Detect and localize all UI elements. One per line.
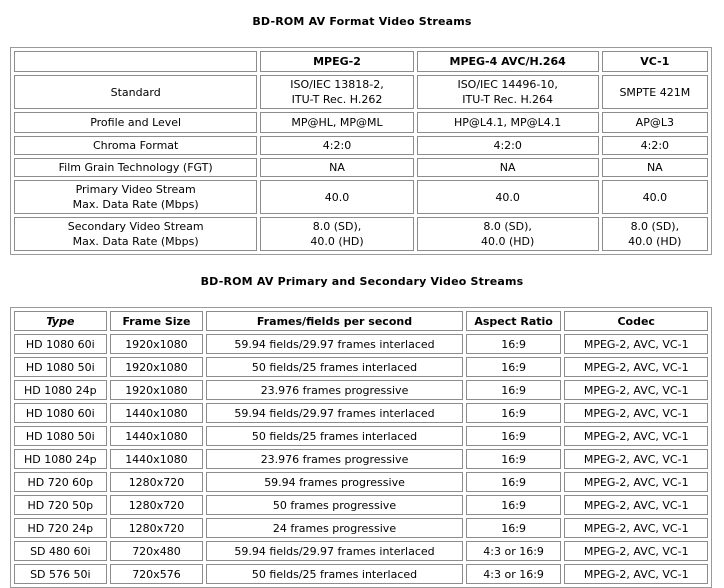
cell-text-line: ITU-T Rec. H.264 bbox=[462, 93, 554, 106]
table-cell: 16:9 bbox=[466, 357, 562, 377]
cell-text-line: 40.0 (HD) bbox=[628, 235, 682, 248]
table-cell: 1280x720 bbox=[110, 495, 204, 515]
table-cell: HD 1080 24p bbox=[14, 449, 107, 469]
table-cell: HD 1080 60i bbox=[14, 403, 107, 423]
cell-text-line: Max. Data Rate (Mbps) bbox=[72, 235, 199, 248]
table-row bbox=[14, 75, 708, 109]
table-cell: MPEG-2, AVC, VC-1 bbox=[564, 449, 708, 469]
table-row bbox=[14, 380, 708, 400]
cell-text-line: ISO/IEC 13818-2, bbox=[290, 78, 384, 91]
table-cell: 1280x720 bbox=[110, 518, 204, 538]
value-cell bbox=[417, 112, 599, 133]
cell-text-line: Film Grain Technology (FGT) bbox=[58, 161, 213, 174]
value-cell bbox=[260, 158, 413, 177]
table-cell: HD 720 60p bbox=[14, 472, 107, 492]
table-cell: 16:9 bbox=[466, 403, 562, 423]
table-cell: SD 576 50i bbox=[14, 564, 107, 584]
row-label-cell bbox=[14, 136, 257, 155]
cell-text-line: Primary Video Stream bbox=[75, 183, 196, 196]
table-row bbox=[14, 426, 708, 446]
cell-text-line: Profile and Level bbox=[90, 116, 182, 129]
table-cell: 16:9 bbox=[466, 518, 562, 538]
row-label-cell bbox=[14, 158, 257, 177]
table-cell: MPEG-2, AVC, VC-1 bbox=[564, 541, 708, 561]
table-row bbox=[14, 180, 708, 214]
video-streams-table bbox=[10, 307, 712, 588]
table-row bbox=[14, 541, 708, 561]
cell-text-line: 8.0 (SD), bbox=[483, 220, 532, 233]
table-cell: MPEG-2, AVC, VC-1 bbox=[564, 426, 708, 446]
table-row bbox=[14, 334, 708, 354]
value-cell bbox=[417, 217, 599, 251]
cell-text-line: ISO/IEC 14496-10, bbox=[457, 78, 558, 91]
header-cell: VC-1 bbox=[602, 51, 708, 72]
value-cell bbox=[602, 217, 708, 251]
table-cell: MPEG-2, AVC, VC-1 bbox=[564, 357, 708, 377]
table-cell: 720x576 bbox=[110, 564, 204, 584]
table-cell: 24 frames progressive bbox=[206, 518, 463, 538]
table-row bbox=[14, 403, 708, 423]
table1-caption: BD-ROM AV Format Video Streams bbox=[252, 15, 472, 28]
cell-text-line: HP@L4.1, MP@L4.1 bbox=[454, 116, 562, 129]
cell-text-line: 8.0 (SD), bbox=[312, 220, 362, 233]
table-cell: MPEG-2, AVC, VC-1 bbox=[564, 380, 708, 400]
value-cell bbox=[260, 75, 413, 109]
cell-text-line: Max. Data Rate (Mbps) bbox=[72, 198, 199, 211]
value-cell bbox=[602, 75, 708, 109]
table-row bbox=[14, 357, 708, 377]
table-cell: MPEG-2, AVC, VC-1 bbox=[564, 495, 708, 515]
table-cell: 16:9 bbox=[466, 334, 562, 354]
cell-text-line: 40.0 (HD) bbox=[481, 235, 535, 248]
table-row bbox=[14, 449, 708, 469]
row-label-cell bbox=[14, 112, 257, 133]
header-cell: Type bbox=[14, 311, 107, 331]
table-cell: 1920x1080 bbox=[110, 380, 204, 400]
cell-text-line: Chroma Format bbox=[92, 139, 179, 152]
table-cell: HD 1080 50i bbox=[14, 426, 107, 446]
table-cell: 1920x1080 bbox=[110, 357, 204, 377]
table-cell: 1440x1080 bbox=[110, 403, 204, 423]
value-cell bbox=[417, 158, 599, 177]
video-format-table bbox=[10, 47, 712, 255]
value-cell bbox=[602, 136, 708, 155]
table-cell: 50 fields/25 frames interlaced bbox=[206, 564, 463, 584]
table-cell: 16:9 bbox=[466, 426, 562, 446]
table-row bbox=[14, 217, 708, 251]
video-format-table-body bbox=[14, 51, 708, 251]
table-cell: 1920x1080 bbox=[110, 334, 204, 354]
table-row bbox=[14, 112, 708, 133]
table-row bbox=[14, 472, 708, 492]
cell-text-line: ITU-T Rec. H.262 bbox=[291, 93, 383, 106]
table-cell: HD 720 50p bbox=[14, 495, 107, 515]
cell-text-line: 4:2:0 bbox=[322, 139, 352, 152]
table-cell: 16:9 bbox=[466, 380, 562, 400]
value-cell bbox=[602, 180, 708, 214]
cell-text-line: Standard bbox=[110, 85, 161, 99]
table-cell: 720x480 bbox=[110, 541, 204, 561]
cell-text-line: NA bbox=[329, 161, 345, 174]
cell-text-line: AP@L3 bbox=[635, 116, 674, 129]
cell-text-line: MP@HL, MP@ML bbox=[291, 116, 383, 129]
value-cell bbox=[602, 112, 708, 133]
header-cell: Frame Size bbox=[110, 311, 204, 331]
table2-caption: BD-ROM AV Primary and Secondary Video Streams bbox=[200, 275, 524, 288]
table-cell: 1440x1080 bbox=[110, 426, 204, 446]
table-row bbox=[14, 564, 708, 584]
table-cell: HD 720 24p bbox=[14, 518, 107, 538]
video-streams-table-body bbox=[14, 311, 708, 584]
header-cell: Aspect Ratio bbox=[466, 311, 562, 331]
header-row bbox=[14, 311, 708, 331]
header-row bbox=[14, 51, 708, 72]
header-cell: MPEG-4 AVC/H.264 bbox=[417, 51, 599, 72]
table-cell: 50 frames progressive bbox=[206, 495, 463, 515]
table-cell: 4:3 or 16:9 bbox=[466, 564, 562, 584]
table-cell: 4:3 or 16:9 bbox=[466, 541, 562, 561]
table-cell: MPEG-2, AVC, VC-1 bbox=[564, 403, 708, 423]
row-label-cell bbox=[14, 180, 257, 214]
table-cell: 59.94 fields/29.97 frames interlaced bbox=[206, 403, 463, 423]
cell-text-line: Secondary Video Stream bbox=[67, 220, 204, 233]
table-cell: MPEG-2, AVC, VC-1 bbox=[564, 518, 708, 538]
cell-text-line: NA bbox=[646, 161, 663, 174]
header-cell: Frames/fields per second bbox=[206, 311, 463, 331]
table-cell: 59.94 fields/29.97 frames interlaced bbox=[206, 541, 463, 561]
value-cell bbox=[417, 136, 599, 155]
header-cell: MPEG-2 bbox=[260, 51, 413, 72]
header-cell-empty bbox=[14, 51, 257, 72]
cell-text-line: 40.0 (HD) bbox=[310, 235, 364, 248]
table-cell: HD 1080 50i bbox=[14, 357, 107, 377]
table-cell: 1440x1080 bbox=[110, 449, 204, 469]
cell-text-line: 8.0 (SD), bbox=[630, 220, 680, 233]
cell-text-line: 40.0 bbox=[495, 190, 520, 204]
value-cell bbox=[417, 180, 599, 214]
table-cell: MPEG-2, AVC, VC-1 bbox=[564, 334, 708, 354]
value-cell bbox=[260, 217, 413, 251]
cell-text-line: 4:2:0 bbox=[640, 139, 670, 152]
cell-text-line: 4:2:0 bbox=[493, 139, 522, 152]
table-cell: 16:9 bbox=[466, 472, 562, 492]
value-cell bbox=[417, 75, 599, 109]
value-cell bbox=[260, 112, 413, 133]
table-cell: HD 1080 24p bbox=[14, 380, 107, 400]
table-row bbox=[14, 495, 708, 515]
table-cell: 50 fields/25 frames interlaced bbox=[206, 357, 463, 377]
row-label-cell bbox=[14, 75, 257, 109]
cell-text-line: NA bbox=[499, 161, 516, 174]
header-cell: Codec bbox=[564, 311, 708, 331]
cell-text-line: 40.0 bbox=[324, 190, 350, 204]
table-cell: 1280x720 bbox=[110, 472, 204, 492]
value-cell bbox=[602, 158, 708, 177]
table-cell: HD 1080 60i bbox=[14, 334, 107, 354]
table-row bbox=[14, 158, 708, 177]
table-cell: 59.94 fields/29.97 frames interlaced bbox=[206, 334, 463, 354]
value-cell bbox=[260, 136, 413, 155]
row-label-cell bbox=[14, 217, 257, 251]
table-cell: 59.94 frames progressive bbox=[206, 472, 463, 492]
table-cell: 50 fields/25 frames interlaced bbox=[206, 426, 463, 446]
table-row bbox=[14, 518, 708, 538]
cell-text-line: 40.0 bbox=[642, 190, 668, 204]
table-cell: 23.976 frames progressive bbox=[206, 449, 463, 469]
table-row bbox=[14, 136, 708, 155]
table-cell: SD 480 60i bbox=[14, 541, 107, 561]
table-cell: MPEG-2, AVC, VC-1 bbox=[564, 564, 708, 584]
table-cell: 16:9 bbox=[466, 449, 562, 469]
value-cell bbox=[260, 180, 413, 214]
table-cell: MPEG-2, AVC, VC-1 bbox=[564, 472, 708, 492]
cell-text-line: SMPTE 421M bbox=[619, 85, 691, 99]
table-cell: 16:9 bbox=[466, 495, 562, 515]
table-cell: 23.976 frames progressive bbox=[206, 380, 463, 400]
